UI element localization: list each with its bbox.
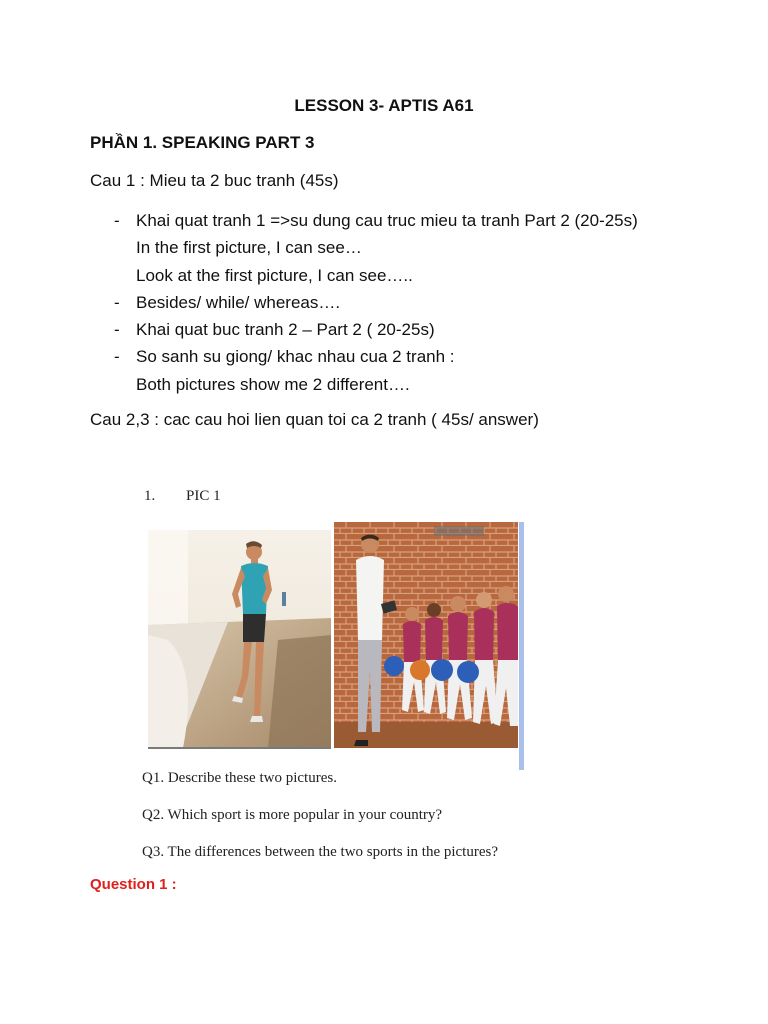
photo-border [519, 522, 524, 770]
question-1-heading: Question 1 : [90, 876, 177, 893]
pic-title: PIC 1 [186, 488, 221, 504]
basketball-team-photo [334, 522, 518, 748]
instruction-list [90, 207, 730, 398]
list-item: - Besides/ while/ whereas…. [114, 292, 341, 312]
list-item: - Khai quat buc tranh 2 – Part 2 ( 20-25s) [114, 320, 435, 340]
photo-divider [148, 747, 331, 749]
list-item: - So sanh su giong/ khac nhau cua 2 tranh : [114, 347, 455, 367]
figure-question-1: Q1. Describe these two pictures. [142, 770, 337, 786]
figure-question-2: Q2. Which sport is more popular in your country? [142, 807, 443, 823]
list-item: Both pictures show me 2 different…. [136, 374, 410, 394]
list-item: - Khai quat tranh 1 =>su dung cau truc mieu ta tranh Part 2 (20-25s) [114, 211, 638, 230]
pic-number: 1. [144, 488, 156, 504]
question-23-instruction: Cau 2,3 : cac cau hoi lien quan toi ca 2 tranh ( 45s/ answer) [90, 410, 539, 429]
question-1-instruction: Cau 1 : Mieu ta 2 buc tranh (45s) [90, 171, 339, 190]
beach-runner-photo [148, 530, 331, 748]
lesson-title: LESSON 3- APTIS A61 [294, 96, 474, 115]
section-heading: PHẦN 1. SPEAKING PART 3 [90, 133, 315, 152]
figure-question-3: Q3. The differences between the two sports in the pictures? [142, 844, 499, 860]
list-item: Look at the first picture, I can see….. [136, 265, 413, 285]
list-item: In the first picture, I can see… [136, 238, 362, 258]
